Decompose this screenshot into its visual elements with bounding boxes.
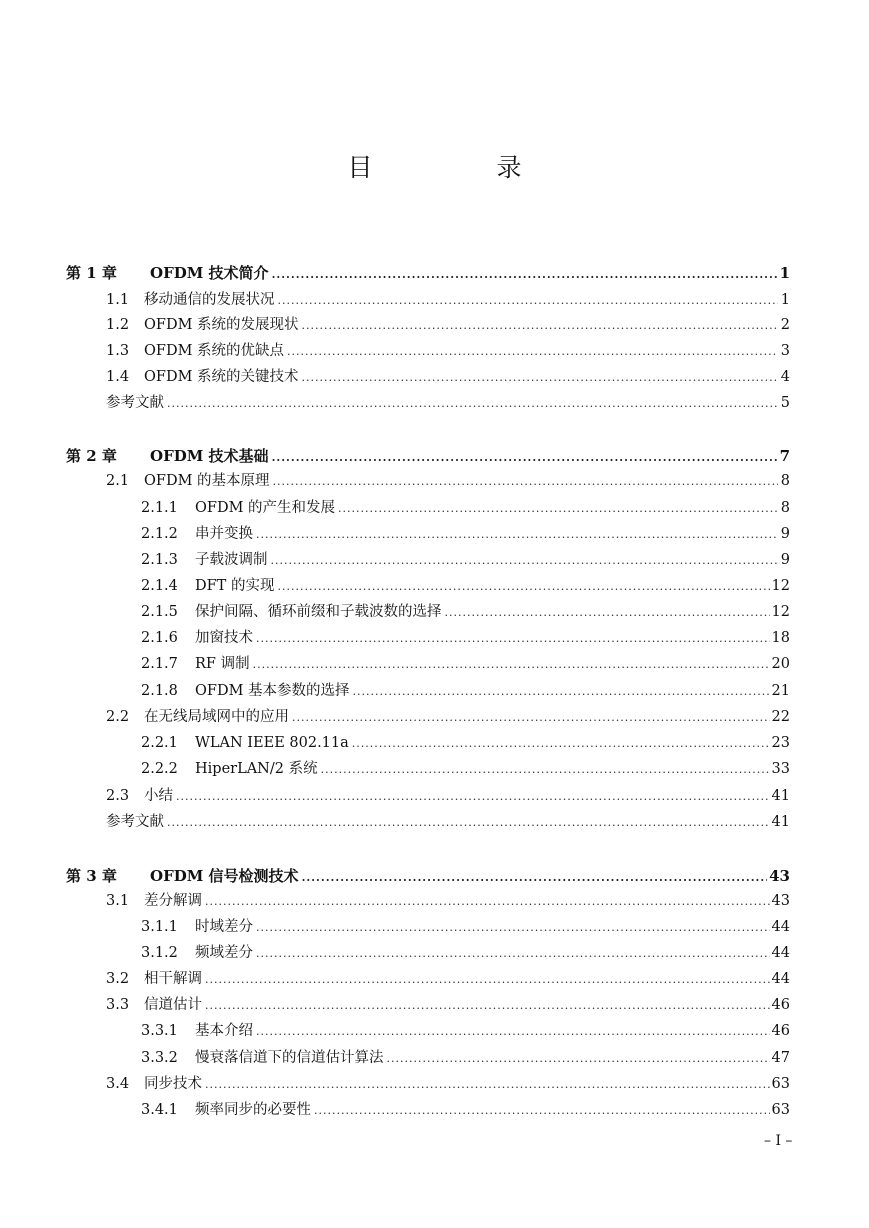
toc-number: 2.1.2	[141, 526, 178, 542]
toc-subsection[interactable]	[141, 758, 790, 780]
toc-number: 1.1	[106, 292, 130, 308]
toc-page-number: 43	[769, 867, 790, 885]
toc-references[interactable]	[106, 392, 790, 414]
toc-section[interactable]	[106, 785, 790, 807]
toc-title: OFDM 系统的发展现状	[144, 317, 299, 333]
toc-title: 同步技术	[144, 1076, 202, 1092]
toc-leader-dots	[256, 917, 770, 939]
toc-page-number: 22	[771, 709, 790, 725]
toc-title: 差分解调	[144, 893, 202, 909]
toc-leader-dots	[176, 786, 770, 808]
toc-number: 3.4	[106, 1076, 130, 1092]
toc-leader-dots	[205, 891, 770, 913]
toc-references[interactable]	[106, 811, 790, 833]
toc-leader-dots	[302, 867, 768, 889]
toc-title: 子载波调制	[195, 552, 268, 568]
toc-page-number: 41	[771, 788, 790, 804]
toc-number: 1.3	[106, 343, 130, 359]
toc-page-number: 63	[771, 1076, 790, 1092]
toc-page-number: 23	[771, 735, 790, 751]
toc-leader-dots	[292, 707, 770, 729]
toc-title: 频域差分	[195, 945, 253, 961]
toc-title: RF 调制	[195, 656, 250, 672]
toc-title: 慢衰落信道下的信道估计算法	[195, 1050, 384, 1066]
toc-title: 串并变换	[195, 526, 253, 542]
toc-page-number: 44	[771, 919, 790, 935]
toc-title: OFDM 系统的关键技术	[144, 369, 299, 385]
toc-number: 第 2 章	[66, 447, 117, 465]
toc-leader-dots	[256, 628, 770, 650]
toc-page-number: 63	[771, 1102, 790, 1118]
toc-page-number: 12	[771, 604, 790, 620]
page-number-footer: – I –	[764, 1133, 793, 1149]
toc-title: OFDM 系统的优缺点	[144, 343, 285, 359]
toc-page-number: 18	[771, 630, 790, 646]
toc-leader-dots	[302, 315, 778, 337]
toc-section[interactable]	[106, 340, 790, 362]
toc-subsection[interactable]	[141, 497, 790, 519]
toc-title: 加窗技术	[195, 630, 253, 646]
page-title: 目 录	[347, 153, 580, 182]
toc-page-number: 2	[780, 317, 790, 333]
toc-section[interactable]	[106, 470, 790, 492]
toc-title: 相干解调	[144, 971, 202, 987]
toc-page-number: 5	[780, 395, 790, 411]
toc-title: 信道估计	[144, 997, 202, 1013]
toc-title: OFDM 基本参数的选择	[195, 683, 350, 699]
toc-number: 2.1.6	[141, 630, 178, 646]
toc-number: 3.3	[106, 997, 130, 1013]
toc-number: 2.2	[106, 709, 130, 725]
toc-section[interactable]	[106, 314, 790, 336]
toc-title: WLAN IEEE 802.11a	[195, 735, 349, 751]
toc-leader-dots	[314, 1100, 770, 1122]
toc-leader-dots	[273, 471, 778, 493]
toc-section[interactable]	[106, 1073, 790, 1095]
toc-leader-dots	[205, 969, 770, 991]
toc-number: 3.1.2	[141, 945, 178, 961]
toc-number: 3.2	[106, 971, 130, 987]
toc-subsection[interactable]	[141, 601, 790, 623]
toc-page-number: 47	[771, 1050, 790, 1066]
toc-page-number: 7	[779, 447, 790, 465]
toc-page-number: 46	[771, 997, 790, 1013]
toc-page-number: 1	[780, 292, 790, 308]
toc-section[interactable]	[106, 366, 790, 388]
toc-number: 2.1.1	[141, 500, 178, 516]
toc-number: 3.3.2	[141, 1050, 178, 1066]
toc-page-number: 4	[780, 369, 790, 385]
toc-subsection[interactable]	[141, 1047, 790, 1069]
toc-leader-dots	[338, 498, 778, 520]
toc-title: 在无线局域网中的应用	[144, 709, 289, 725]
toc-title: OFDM 技术基础	[150, 447, 269, 465]
toc-leader-dots	[321, 759, 770, 781]
toc-leader-dots	[167, 812, 770, 834]
toc-title: OFDM 技术简介	[150, 264, 269, 282]
toc-number: 2.1.5	[141, 604, 178, 620]
toc-leader-dots	[445, 602, 770, 624]
toc-number: 2.3	[106, 788, 130, 804]
toc-number: 2.1	[106, 473, 130, 489]
toc-leader-dots	[387, 1048, 770, 1070]
toc-title: HiperLAN/2 系统	[195, 761, 318, 777]
toc-title: 移动通信的发展状况	[144, 292, 275, 308]
toc-number: 2.1.4	[141, 578, 178, 594]
toc-subsection[interactable]	[141, 1020, 790, 1042]
toc-number: 3.1	[106, 893, 130, 909]
toc-page-number: 33	[771, 761, 790, 777]
toc-subsection[interactable]	[141, 1099, 790, 1121]
toc-page-number: 46	[771, 1023, 790, 1039]
toc-leader-dots	[287, 341, 778, 363]
toc-page-number: 8	[780, 500, 790, 516]
toc-leader-dots	[256, 943, 770, 965]
toc-subsection[interactable]	[141, 916, 790, 938]
toc-page-number: 1	[779, 264, 790, 282]
toc-page-number: 44	[771, 971, 790, 987]
toc-leader-dots	[302, 367, 778, 389]
toc-number: 3.4.1	[141, 1102, 178, 1118]
toc-page-number: 20	[771, 656, 790, 672]
toc-page-number: 9	[780, 526, 790, 542]
toc-leader-dots	[352, 733, 770, 755]
toc-section[interactable]	[106, 968, 790, 990]
toc-subsection[interactable]	[141, 942, 790, 964]
toc-title: 频率同步的必要性	[195, 1102, 311, 1118]
toc-number: 2.1.3	[141, 552, 178, 568]
toc-number: 3.1.1	[141, 919, 178, 935]
toc-chapter[interactable]	[66, 865, 790, 887]
toc-leader-dots	[205, 1074, 770, 1096]
toc-leader-dots	[167, 393, 778, 415]
toc-section[interactable]	[106, 289, 790, 311]
toc-subsection[interactable]	[141, 680, 790, 702]
toc-number: 第 1 章	[66, 264, 117, 282]
toc-number: 2.1.7	[141, 656, 178, 672]
toc-leader-dots	[353, 681, 770, 703]
toc-page-number: 41	[771, 814, 790, 830]
toc-leader-dots	[272, 447, 778, 469]
toc-number: 1.2	[106, 317, 130, 333]
toc-subsection[interactable]	[141, 549, 790, 571]
toc-leader-dots	[253, 654, 770, 676]
toc-subsection[interactable]	[141, 575, 790, 597]
toc-page-number: 9	[780, 552, 790, 568]
toc-title: 参考文献	[106, 395, 164, 411]
toc-leader-dots	[271, 550, 779, 572]
toc-title: OFDM 的产生和发展	[195, 500, 336, 516]
toc-number: 第 3 章	[66, 867, 117, 885]
toc-leader-dots	[256, 1021, 770, 1043]
toc-subsection[interactable]	[141, 627, 790, 649]
toc-page-number: 8	[780, 473, 790, 489]
toc-title: 时域差分	[195, 919, 253, 935]
toc-section[interactable]	[106, 706, 790, 728]
toc-title: OFDM 信号检测技术	[150, 867, 299, 885]
toc-page-number: 3	[780, 343, 790, 359]
toc-page-number: 12	[771, 578, 790, 594]
toc-title: DFT 的实现	[195, 578, 275, 594]
toc-chapter[interactable]	[66, 445, 790, 467]
toc-title: OFDM 的基本原理	[144, 473, 270, 489]
toc-title: 参考文献	[106, 814, 164, 830]
toc-title: 基本介绍	[195, 1023, 253, 1039]
toc-page-number: 44	[771, 945, 790, 961]
toc-section[interactable]	[106, 890, 790, 912]
toc-leader-dots	[277, 576, 769, 598]
toc-number: 2.2.1	[141, 735, 178, 751]
toc-section[interactable]	[106, 994, 790, 1016]
toc-number: 1.4	[106, 369, 130, 385]
toc-chapter[interactable]	[66, 262, 790, 284]
toc-leader-dots	[205, 995, 770, 1017]
toc-subsection[interactable]	[141, 653, 790, 675]
toc-title: 保护间隔、循环前缀和子载波数的选择	[195, 604, 442, 620]
toc-leader-dots	[256, 524, 778, 546]
toc-leader-dots	[278, 290, 779, 312]
toc-number: 2.2.2	[141, 761, 178, 777]
toc-title: 小结	[144, 788, 173, 804]
toc-subsection[interactable]	[141, 523, 790, 545]
toc-subsection[interactable]	[141, 732, 790, 754]
toc-number: 3.3.1	[141, 1023, 178, 1039]
toc-page-number: 21	[771, 683, 790, 699]
toc-page-number: 43	[771, 893, 790, 909]
toc-number: 2.1.8	[141, 683, 178, 699]
toc-leader-dots	[272, 264, 778, 286]
